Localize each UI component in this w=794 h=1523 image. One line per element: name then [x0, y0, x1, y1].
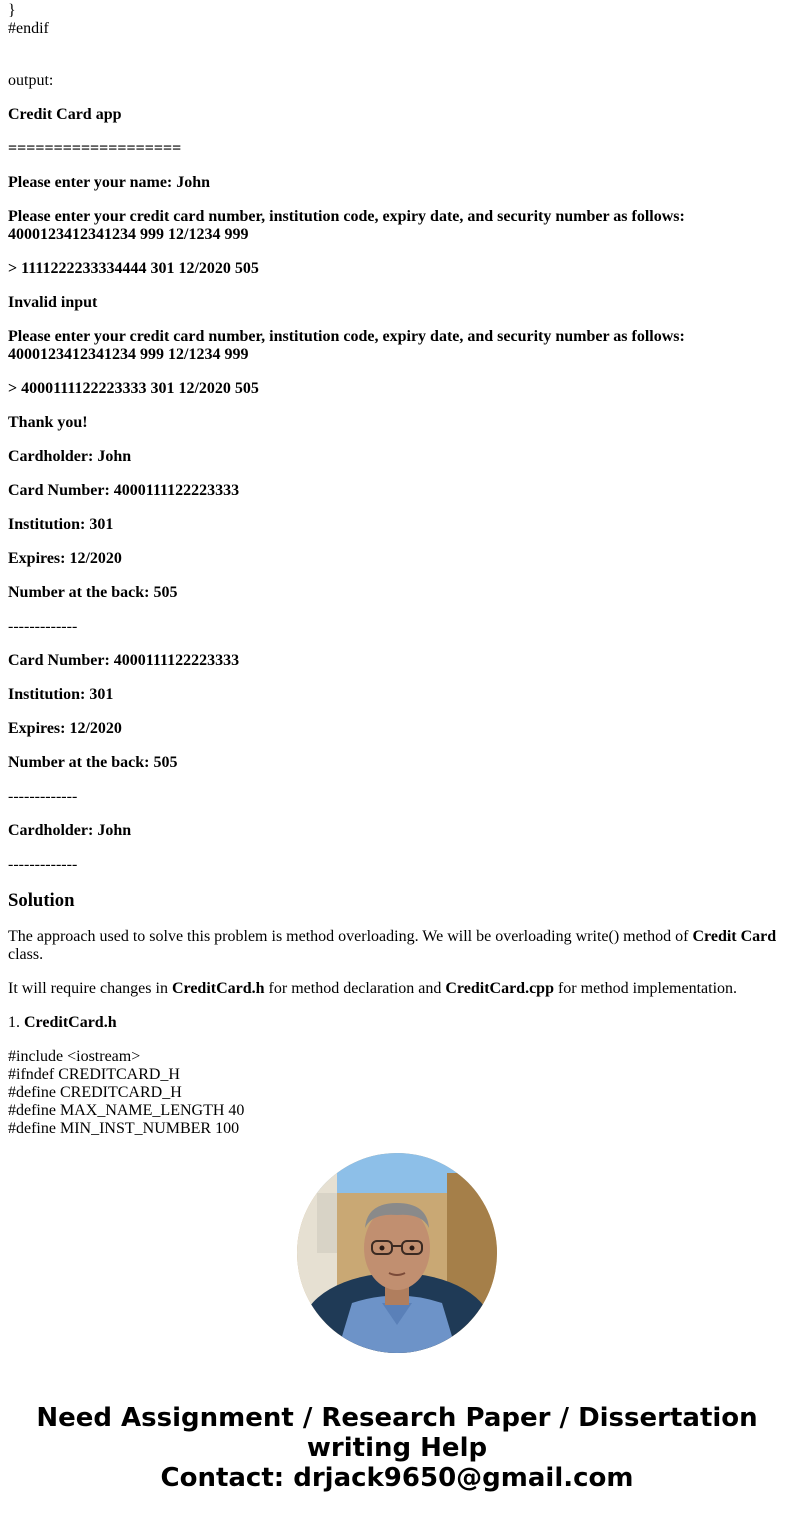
avatar — [297, 1153, 497, 1353]
output-divider: ------------- — [8, 788, 78, 805]
file-list-item — [8, 1014, 786, 1032]
output-line: Thank you! — [8, 414, 88, 431]
solution-text: The approach used to solve this problem is method overloading. We will be overloading write() method of — [8, 928, 693, 945]
output-line: Institution: 301 — [8, 516, 114, 533]
code-line: #define MIN_INST_NUMBER 100 — [8, 1120, 240, 1137]
output-prompt — [8, 208, 786, 244]
output-prompt-text: Please enter your credit card number, institution code, expiry date, and security number as follows: — [8, 328, 685, 345]
code-line: #define CREDITCARD_H — [8, 1084, 182, 1101]
promo-contact: Contact: drjack9650@gmail.com — [160, 1463, 634, 1493]
header-file-name: CreditCard.h — [171, 980, 265, 997]
code-line: #define MAX_NAME_LENGTH 40 — [8, 1102, 245, 1119]
output-line: Card Number: 4000111122223333 — [8, 652, 240, 669]
output-line: Cardholder: John — [8, 822, 132, 839]
code-line: } — [8, 2, 16, 19]
solution-text: class. — [8, 946, 44, 963]
output-line: Card Number: 4000111122223333 — [8, 482, 240, 499]
output-line: Institution: 301 — [8, 686, 114, 703]
output-line: Expires: 12/2020 — [8, 550, 122, 567]
solution-paragraph — [8, 928, 786, 964]
source-file-name: CreditCard.cpp — [445, 980, 554, 997]
output-prompt-text: Please enter your credit card number, institution code, expiry date, and security number as follows: — [8, 208, 685, 225]
output-separator: =================== — [8, 140, 182, 157]
output-line: Cardholder: John — [8, 448, 132, 465]
promo-banner — [0, 1403, 794, 1493]
solution-text: for method declaration and — [264, 980, 446, 997]
output-label: output: — [8, 72, 54, 89]
solution-text: for method implementation. — [553, 980, 738, 997]
code-line — [8, 38, 786, 56]
output-line: Invalid input — [8, 294, 98, 311]
solution-paragraph — [8, 980, 786, 998]
promo-line: writing Help — [306, 1433, 488, 1463]
output-app-title: Credit Card app — [8, 106, 122, 123]
code-block — [8, 1048, 786, 1138]
output-divider: ------------- — [8, 618, 78, 635]
solution-text: It will require changes in — [8, 980, 172, 997]
code-line: #include <iostream> — [8, 1048, 141, 1065]
list-item-number: 1. — [8, 1014, 24, 1031]
output-divider: ------------- — [8, 856, 78, 873]
output-line: > 1111222233334444 301 12/2020 505 — [8, 260, 259, 277]
code-line: #endif — [8, 20, 49, 37]
output-line: Number at the back: 505 — [8, 754, 178, 771]
output-line: Expires: 12/2020 — [8, 720, 122, 737]
output-prompt — [8, 328, 786, 364]
solution-class-name: Credit Card — [692, 928, 777, 945]
list-item-label: CreditCard.h — [24, 1014, 117, 1031]
solution-heading: Solution — [8, 890, 75, 911]
author-photo — [297, 1153, 497, 1353]
output-line: Please enter your name: John — [8, 174, 211, 191]
output-prompt-example: 4000123412341234 999 12/1234 999 — [8, 226, 249, 243]
code-line: #ifndef CREDITCARD_H — [8, 1066, 180, 1083]
output-prompt-example: 4000123412341234 999 12/1234 999 — [8, 346, 249, 363]
output-line: > 4000111122223333 301 12/2020 505 — [8, 380, 259, 397]
promo-line: Need Assignment / Research Paper / Dissertation — [36, 1403, 758, 1433]
document-content — [8, 0, 786, 1137]
output-line: Number at the back: 505 — [8, 584, 178, 601]
